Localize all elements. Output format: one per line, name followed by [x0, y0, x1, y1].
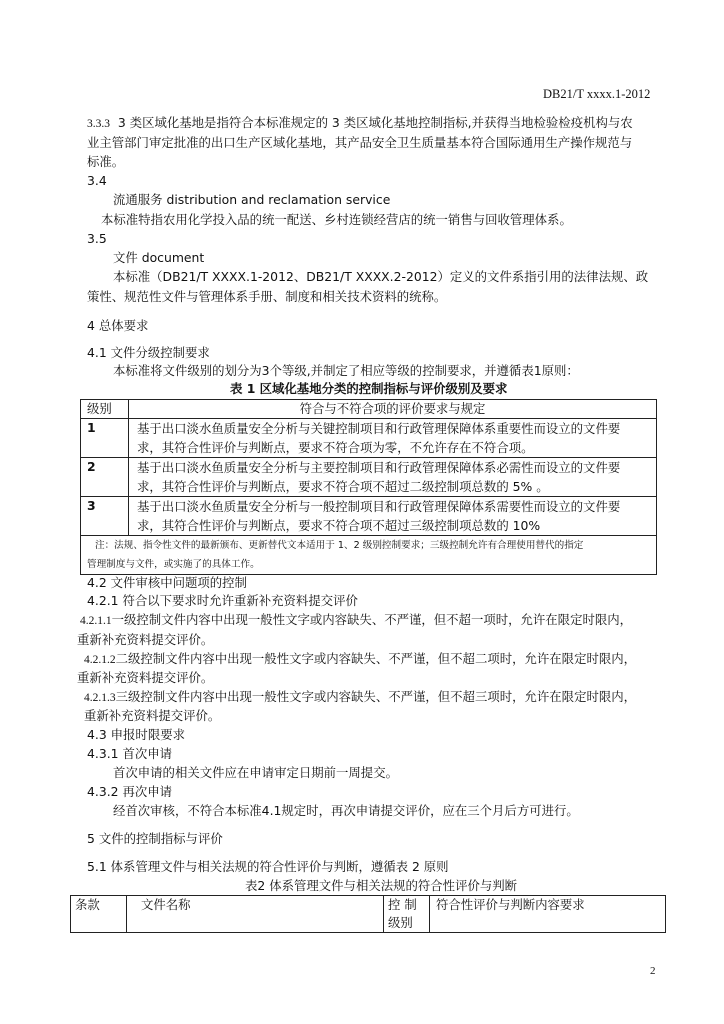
section-4-1-intro: 本标准将文件级别的划分为3个等级,并制定了相应等级的控制要求，并遵循表1原则： [113, 363, 579, 378]
clause-text: 三级控制文件内容中出现一般性文字或内容缺失、不严谨，但不超三项时，允许在限定时限内， [115, 689, 637, 704]
page-number: 2 [650, 965, 656, 977]
section-4-3-1-heading: 4.3.1 首次申请 [87, 746, 173, 761]
table-cell-requirement [129, 458, 657, 497]
clause-number: 4.2.1.3 [84, 692, 116, 704]
table-header-clause: 条款 [71, 896, 127, 933]
section-4-2-1-heading: 4.2.1 符合以下要求时允许重新补充资料提交评价 [87, 593, 358, 608]
clause-3-5-term: 文件 document [113, 250, 205, 265]
clause-4-2-1-2-line2: 重新补充资料提交评价。 [77, 670, 214, 685]
clause-4-2-1-3-line2: 重新补充资料提交评价。 [84, 708, 221, 723]
table-header-evaluation: 符合性评价与判断内容要求 [430, 896, 666, 933]
section-4-3-1-text: 首次申请的相关文件应在申请审定日期前一周提交。 [113, 765, 398, 780]
clause-4-2-1-1-line2: 重新补充资料提交评价。 [77, 632, 214, 647]
clause-3-5-line1: 本标准（DB21/T XXXX.1-2012、DB21/T XXXX.2-2012）定义的文件系指引用的法律法规、政 [113, 269, 649, 284]
table-row [81, 497, 657, 536]
section-5-heading: 5 文件的控制指标与评价 [87, 831, 223, 846]
section-4-3-2-heading: 4.3.2 再次申请 [87, 784, 173, 799]
table-cell-level: 2 [81, 458, 129, 497]
table-header-level: 级别 [81, 400, 129, 419]
section-4-3-heading: 4.3 申报时限要求 [87, 727, 185, 742]
clause-4-2-1-1-line1 [80, 611, 632, 630]
clause-4-2-1-2-line1 [84, 650, 636, 669]
table-header-doc-name: 文件名称 [127, 896, 384, 933]
note-line: 注：法规、指令性文件的最新颁布、更新替代文本适用于 1、2 级别控制要求；三级控制允许有合理使用替代的指定 [95, 540, 584, 551]
table-cell-level: 3 [81, 497, 129, 536]
table-1 [80, 399, 657, 575]
clause-3-4-definition: 本标准特指农用化学投入品的统一配送、乡村连锁经营店的统一销售与回收管理体系。 [101, 212, 572, 227]
requirement-line: 基于出口淡水鱼质量安全分析与主要控制项目和行政管理保障体系必需性而设立的文件要 [137, 460, 621, 475]
section-4-heading: 4 总体要求 [87, 318, 149, 333]
table-row [71, 896, 666, 933]
table-1-caption: 表 1 区域化基地分类的控制指标与评价级别及要求 [230, 381, 508, 396]
requirement-line: 基于出口淡水鱼质量安全分析与关键控制项目和行政管理保障体系重要性而设立的文件要 [137, 421, 621, 436]
clause-number: 4.2.1.2 [84, 654, 116, 666]
section-5-1-heading: 5.1 体系管理文件与相关法规的符合性评价与判断，遵循表 2 原则 [87, 859, 449, 874]
note-line: 管理制度与文件，或实施了的具体工作。 [87, 559, 260, 570]
clause-3-3-3-line2: 业主管部门审定批准的出口生产区域化基地，其产品安全卫生质量基本符合国际通用生产操作规范与 [87, 135, 633, 150]
document-code: DB21/T xxxx.1-2012 [543, 87, 651, 101]
clause-3-4-number: 3.4 [87, 173, 107, 188]
section-4-2-heading: 4.2 文件审核中问题项的控制 [87, 575, 247, 590]
section-4-3-2-text: 经首次审核，不符合本标准4.1规定时，再次申请提交评价，应在三个月后方可进行。 [113, 803, 579, 818]
requirement-line: 求，其符合性评价与判断点，要求不符合项不超过二级控制项总数的 5% 。 [137, 479, 549, 494]
requirement-line: 求，其符合性评价与判断点，要求不符合项不超过三级控制项总数的 10% [137, 518, 541, 533]
header-line: 控 制 [388, 897, 417, 912]
clause-3-5-number: 3.5 [87, 231, 107, 246]
table-1-note [81, 536, 657, 575]
clause-number: 3.3.3 [87, 118, 110, 130]
table-cell-requirement [129, 419, 657, 458]
table-cell-level: 1 [81, 419, 129, 458]
clause-text: 一级控制文件内容中出现一般性文字或内容缺失、不严谨，但不超一项时，允许在限定时限内， [111, 612, 633, 627]
header-line: 级别 [388, 915, 413, 930]
table-header-requirements: 符合与不符合项的评价要求与规定 [129, 400, 657, 419]
table-row [81, 400, 657, 419]
clause-number: 4.2.1.1 [80, 615, 112, 627]
table-row [81, 458, 657, 497]
table-2 [70, 895, 666, 933]
section-4-1-heading: 4.1 文件分级控制要求 [87, 345, 210, 360]
table-header-control-level [384, 896, 430, 933]
table-row [81, 419, 657, 458]
clause-3-5-line2: 策性、规范性文件与管理体系手册、制度和相关技术资料的统称。 [87, 289, 447, 304]
clause-3-4-term: 流通服务 distribution and reclamation service [113, 192, 391, 207]
clause-4-2-1-3-line1 [84, 688, 636, 707]
table-2-caption: 表2 体系管理文件与相关法规的符合性评价与判断 [245, 878, 518, 893]
table-cell-requirement [129, 497, 657, 536]
requirement-line: 求，其符合性评价与判断点，要求不符合项为零，不允许存在不符合项。 [137, 440, 534, 455]
table-note-row [81, 536, 657, 575]
clause-3-3-3-line3: 标准。 [87, 154, 125, 169]
clause-text: 二级控制文件内容中出现一般性文字或内容缺失、不严谨，但不超二项时，允许在限定时限内， [115, 651, 637, 666]
clause-3-3-3-line1 [87, 114, 633, 133]
requirement-line: 基于出口淡水鱼质量安全分析与一般控制项目和行政管理保障体系需要性而设立的文件要 [137, 499, 621, 514]
clause-text: 3 类区域化基地是指符合本标准规定的 3 类区域化基地控制指标,并获得当地检验检疫机构与农 [117, 115, 633, 130]
